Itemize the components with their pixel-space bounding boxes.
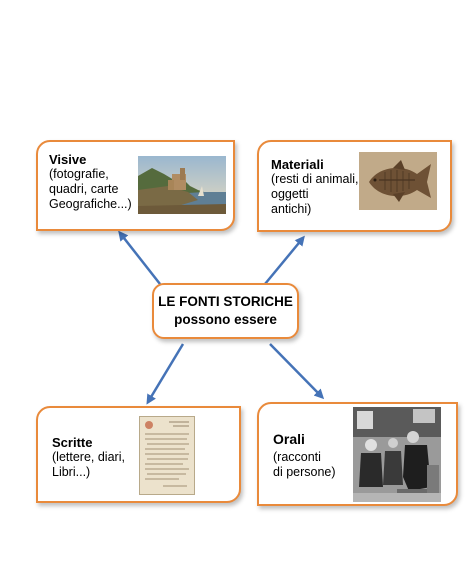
card-materiali-text [271, 157, 361, 217]
card-materiali-title: Materiali [271, 157, 324, 172]
card-scritte-title: Scritte [52, 435, 93, 450]
arrow-to-scritte [148, 344, 183, 402]
arrow-to-orali [270, 344, 322, 397]
central-node [152, 283, 299, 339]
card-scritte-desc: (lettere, diari, Libri...) [52, 450, 125, 479]
card-scritte [36, 406, 241, 503]
card-materiali [257, 140, 452, 232]
handwritten-letter-image [139, 416, 195, 495]
card-visive [36, 140, 235, 231]
central-subtitle: possono essere [174, 312, 277, 327]
card-visive-desc: (fotografie, quadri, carte Geografiche...) [49, 167, 132, 211]
card-materiali-desc: (resti di animali, oggetti antichi) [271, 172, 359, 216]
fossil-fish-image [359, 152, 437, 210]
arrow-to-visive [120, 233, 160, 284]
central-title: LE FONTI STORICHE [158, 294, 293, 309]
arrow-to-materiali [265, 238, 303, 284]
card-orali-text [273, 432, 363, 480]
card-visive-text [49, 152, 139, 212]
card-orali-desc: (racconti di persone) [273, 450, 336, 479]
old-photo-people-talking-image [353, 407, 441, 502]
card-orali-title: Orali [273, 431, 305, 447]
coastal-castle-painting-image [138, 156, 226, 214]
card-visive-title: Visive [49, 152, 87, 167]
card-orali [257, 402, 458, 506]
card-scritte-text [52, 435, 142, 480]
